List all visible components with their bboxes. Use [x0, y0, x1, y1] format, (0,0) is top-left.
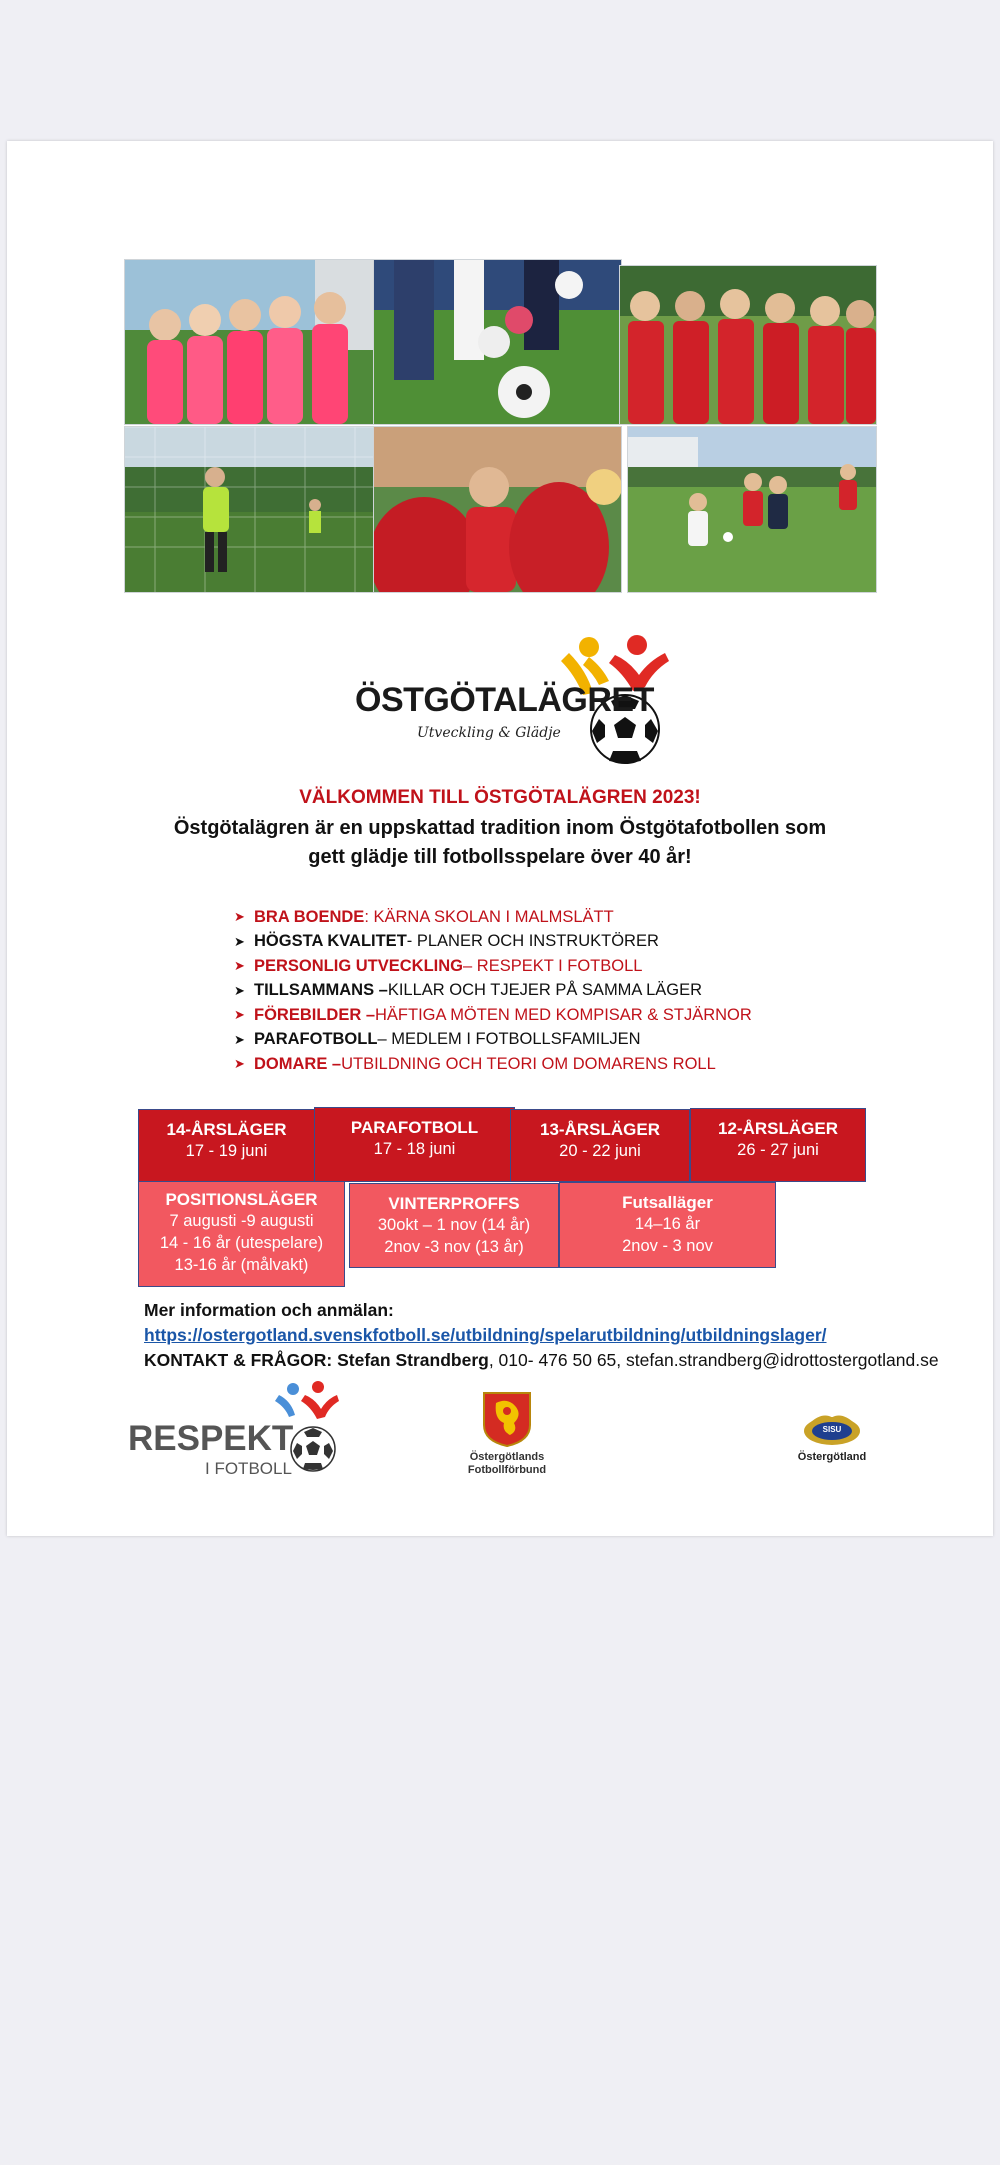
intro-text: Östgötalägren är en uppskattad tradition inom Östgötafotbollen som gett glädje till fotbollsspelare över 40 år! [173, 817, 827, 868]
list-item [234, 979, 874, 1004]
camp-box-parafotboll [314, 1107, 515, 1182]
arrow-icon: ➤ [234, 1007, 245, 1023]
list-item-bold: FÖREBILDER – [254, 1005, 376, 1024]
list-item-bold: HÖGSTA KVALITET [254, 932, 407, 951]
list-item-text: – MEDLEM I FOTBOLLSFAMILJEN [377, 1030, 641, 1049]
arrow-icon: ➤ [234, 909, 245, 925]
camp-title: 13-ÅRSLÄGER [540, 1120, 660, 1139]
photo-training-goal [124, 426, 376, 593]
list-item [234, 1028, 874, 1053]
photo-boys-team [619, 265, 877, 425]
flyer-page [7, 141, 993, 1536]
camp-dates: 7 augusti -9 augusti [169, 1212, 314, 1230]
list-item [234, 1052, 874, 1077]
camp-box-13 [510, 1109, 690, 1182]
sisu-ostergotland-logo [787, 1411, 877, 1471]
contact-details: , 010- 476 50 65, stefan.strandberg@idrottostergotland.se [488, 1350, 939, 1370]
list-item-bold: BRA BOENDE [254, 907, 365, 926]
respekt-word: RESPEKT [128, 1419, 294, 1458]
camp-dates: 2nov -3 nov (13 år) [384, 1238, 524, 1256]
photo-girls-team [124, 259, 376, 425]
respekt-i-fotboll-logo [123, 1381, 343, 1481]
sisu-badge-text: SISU [822, 1425, 842, 1434]
list-item [234, 1003, 874, 1028]
photo-match-play [627, 426, 877, 593]
registration-link[interactable]: https://ostergotland.svenskfotboll.se/utbildning/spelarutbildning/utbildningslager/ [144, 1325, 827, 1345]
welcome-heading: VÄLKOMMEN TILL ÖSTGÖTALÄGREN 2023! [299, 787, 701, 808]
feature-list [234, 905, 874, 1077]
list-item [234, 930, 874, 955]
list-item-text: UTBILDNING OCH TEORI OM DOMARENS ROLL [341, 1054, 716, 1073]
camp-title: 12-ÅRSLÄGER [718, 1119, 838, 1138]
camp-dates: 2nov - 3 nov [622, 1237, 713, 1255]
camp-dates: 20 - 22 juni [559, 1142, 641, 1160]
ostergotlands-fotbollforbund-logo [447, 1391, 567, 1481]
logo-tagline: Utveckling & Glädje [417, 725, 561, 741]
camp-dates: 26 - 27 juni [737, 1141, 819, 1159]
list-item-text: - PLANER OCH INSTRUKTÖRER [406, 932, 659, 951]
camp-dates: 30okt – 1 nov (14 år) [377, 1216, 531, 1234]
ofs-line2: Fotbollförbund [467, 1464, 547, 1476]
contact-info [144, 1298, 939, 1373]
camp-dates: 17 - 18 juni [373, 1140, 456, 1158]
camp-title: VINTERPROFFS [388, 1194, 520, 1213]
camp-box-positionslager [138, 1181, 345, 1287]
list-item [234, 905, 874, 930]
arrow-icon: ➤ [234, 982, 245, 998]
camp-title: PARAFOTBOLL [350, 1118, 479, 1137]
list-item-bold: DOMARE – [254, 1054, 342, 1073]
list-item-text: KILLAR OCH TJEJER PÅ SAMMA LÄGER [387, 981, 703, 1000]
camp-title: 14-ÅRSLÄGER [166, 1120, 287, 1139]
sisu-label: Östergötland [797, 1451, 867, 1463]
contact-label: KONTAKT & FRÅGOR: Stefan Strandberg [144, 1350, 489, 1370]
logo-title: ÖSTGÖTALÄGRET [355, 681, 654, 719]
camp-age: 13-16 år (målvakt) [174, 1256, 309, 1274]
list-item [234, 954, 874, 979]
list-item-text: HÄFTIGA MÖTEN MED KOMPISAR & STJÄRNOR [375, 1005, 752, 1024]
ofs-line1: Östergötlands [469, 1451, 545, 1463]
arrow-icon: ➤ [234, 958, 245, 974]
camp-dates: 17 - 19 juni [185, 1142, 268, 1160]
camp-title: POSITIONSLÄGER [165, 1190, 318, 1209]
list-item-bold: PERSONLIG UTVECKLING [254, 956, 464, 975]
list-item-text: – RESPEKT I FOTBOLL [463, 956, 643, 975]
camp-box-vinterproffs [349, 1183, 559, 1268]
list-item-bold: PARAFOTBOLL [254, 1030, 378, 1049]
camp-box-14 [138, 1109, 315, 1182]
arrow-icon: ➤ [234, 933, 245, 949]
camp-box-12 [690, 1108, 866, 1182]
photo-football-feet [373, 259, 622, 425]
info-heading: Mer information och anmälan: [144, 1300, 394, 1320]
camp-box-futsal [559, 1182, 776, 1268]
ostgotalagret-logo [347, 631, 687, 771]
arrow-icon: ➤ [234, 1031, 245, 1047]
camp-age: 14–16 år [634, 1215, 701, 1233]
arrow-icon: ➤ [234, 1056, 245, 1072]
respekt-subword: I FOTBOLL [205, 1459, 292, 1478]
camp-age: 14 - 16 år (utespelare) [159, 1234, 324, 1252]
crest-icon [482, 1391, 532, 1447]
list-item-bold: TILLSAMMANS – [254, 981, 388, 1000]
list-item-text: : KÄRNA SKOLAN I MALMSLÄTT [364, 907, 614, 926]
camp-title: Futsalläger [622, 1193, 713, 1212]
photo-coach-group [373, 426, 622, 593]
